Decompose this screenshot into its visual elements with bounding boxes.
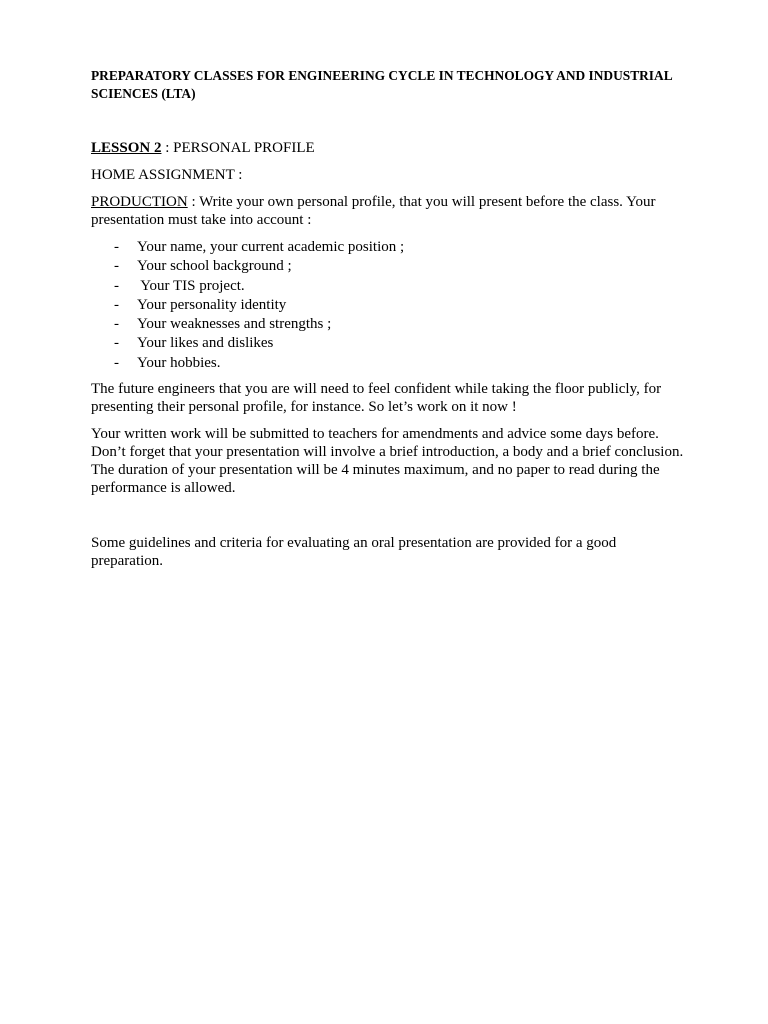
production-label: PRODUCTION [91,194,188,210]
bullet-dash: - [114,316,119,333]
bullet-dash: - [114,258,119,275]
list-item-text: Your likes and dislikes [137,335,274,352]
list-item [91,354,691,373]
lesson-label: LESSON 2 [91,140,162,156]
lesson-heading [91,139,691,157]
bullet-dash: - [114,296,119,313]
submission-paragraph: Your written work will be submitted to teachers for amendments and advice some days before. Don’t forget that your presentation will involve a brief introduction, a body and a brief conclusion. The duration of your presentation will be 4 minutes maximum, and no paper to read during the performance is allowed. [91,426,684,497]
home-assignment-heading: HOME ASSIGNMENT : [91,167,243,183]
bullet-dash: - [114,354,119,371]
requirements-list [91,238,691,373]
list-item [91,334,691,353]
lesson-separator: : [161,140,174,156]
bullet-dash: - [114,239,119,255]
production-instruction [91,193,691,229]
list-item-text: Your TIS project. [137,277,245,294]
document-title: PREPARATORY CLASSES FOR ENGINEERING CYCLE IN TECHNOLOGY AND INDUSTRIAL SCIENCES (LTA) [91,68,672,101]
list-item-text: Your school background ; [137,258,292,275]
list-item-text: Your hobbies. [137,354,221,371]
list-item [91,257,691,276]
confidence-paragraph: The future engineers that you are will need to feel confident while taking the floor publicly, for presenting their personal profile, for instance. So let’s work on it now ! [91,381,662,416]
list-item-text: Your personality identity [137,296,287,313]
lesson-title: PERSONAL PROFILE [173,140,315,156]
bullet-dash: - [114,277,119,294]
production-text: : Write your own personal profile, that you will present before the class. Your presentation must take into account : [91,194,656,228]
bullet-dash: - [114,335,119,352]
guidelines-paragraph: Some guidelines and criteria for evaluating an oral presentation are provided for a good preparation. [91,535,617,570]
list-item [91,277,691,296]
list-item [91,315,691,334]
list-item-text: Your name, your current academic position ; [137,239,405,255]
list-item [91,296,691,315]
list-item-text: Your weaknesses and strengths ; [137,316,332,333]
document-page [91,67,691,570]
list-item [91,238,691,257]
